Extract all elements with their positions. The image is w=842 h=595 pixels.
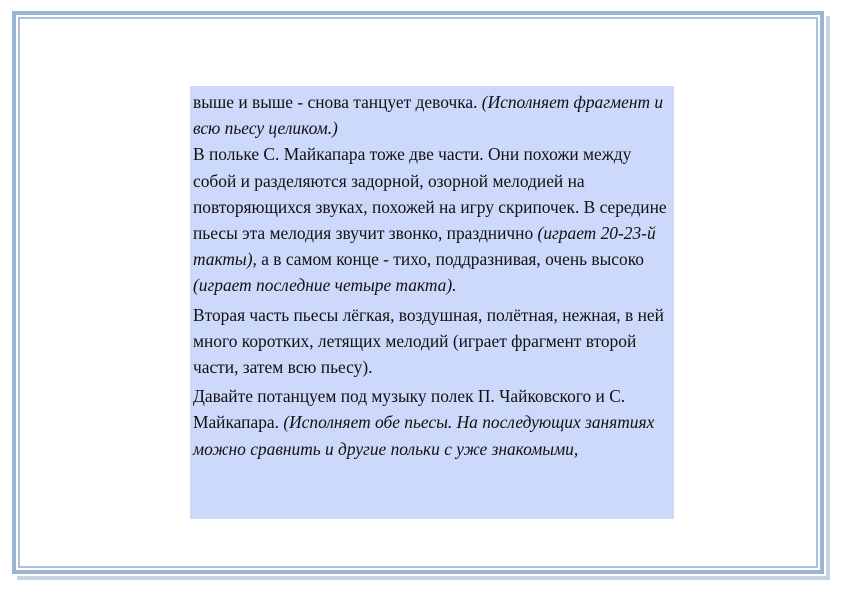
- paragraph-4-text: Давайте потанцуем под музыку полек П. Чайковского и С. Майкапара.: [193, 386, 626, 433]
- paragraph-3: Вторая часть пьесы лёгкая, воздушная, полётная, нежная, в ней много коротких, летящих мелодий (играет фрагмент второй части, затем всю пьесу).: [193, 304, 664, 378]
- paragraph-2-stage-direction-end: (играет последние четыре такта).: [193, 275, 457, 296]
- paragraph-1-text: выше и выше - снова танцует девочка.: [193, 92, 482, 112]
- frame-shadow: [17, 576, 830, 580]
- paragraph-1-stage-direction: (Исполняет фрагмент и всю пьесу целиком.): [193, 92, 664, 139]
- paragraph-2-text-continued: а в самом конце - тихо, поддразнивая, очень высоко: [256, 249, 644, 270]
- paragraph-2: [193, 141, 670, 298]
- frame-shadow: [826, 16, 830, 578]
- paragraph-2-stage-direction: (играет 20-23-й такты),: [193, 223, 656, 270]
- paragraph-4-stage-direction: (Исполняет обе пьесы. На последующих занятиях можно сравнить и другие польки с уже знакомыми,: [193, 412, 655, 459]
- text-box: [190, 86, 674, 519]
- paragraph-2-text: В польке С. Майкапара тоже две части. Они похожи между собой и разделяются задорной, озорной мелодией на повторяющихся звуках, похожей на игру скрипочек. В середине пьесы эта мелодия звучит звонко, празднично: [193, 144, 667, 244]
- paragraph-1: [193, 89, 670, 141]
- paragraph-4: [193, 383, 670, 462]
